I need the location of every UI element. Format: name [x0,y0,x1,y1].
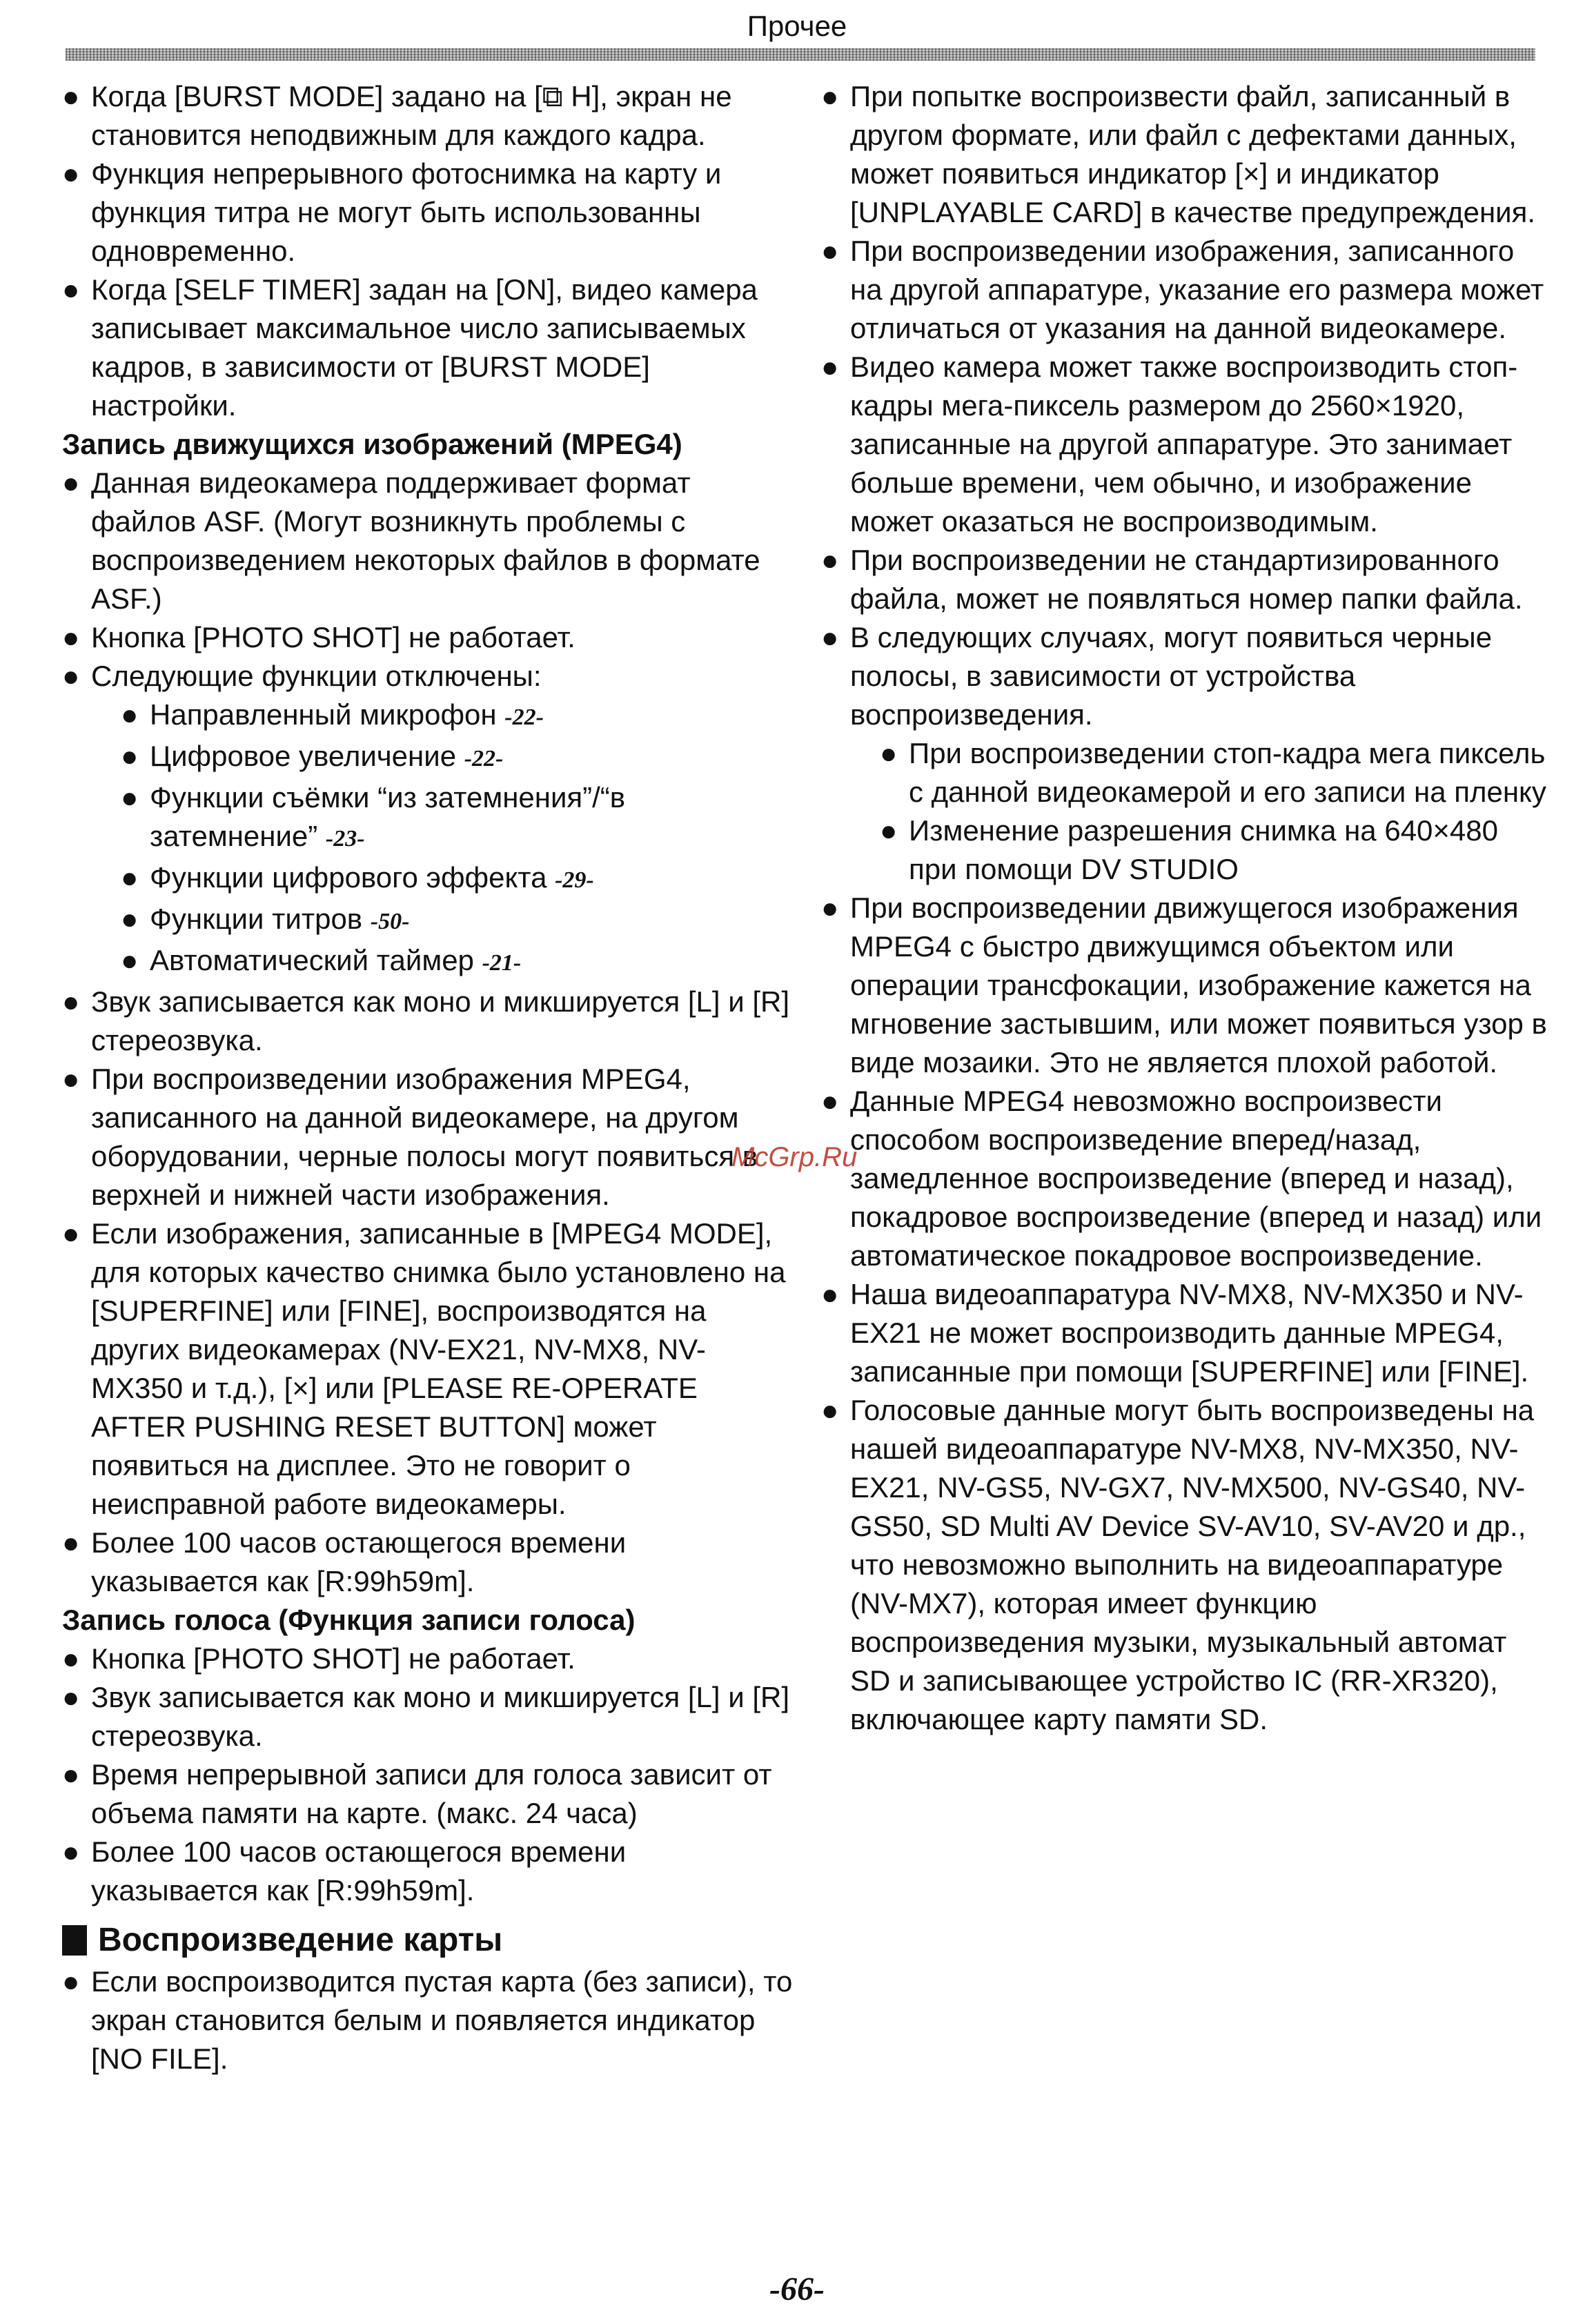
card-playback-heading: Воспроизведение карты [62,1918,794,1962]
bullet-icon: ● [821,1278,839,1310]
page-reference: -50- [370,909,410,934]
bullet-icon: ● [62,273,80,306]
sub-list-item: ● Функции титров -50- [121,900,794,941]
list-item: ● Если изображения, записанные в [MPEG4 MODE], для которых качество снимка было установлено на [SUPERFINE] или [FINE], воспроизводятся на других видеокамерах (NV-EX21, NV-MX8, NV-MX350 и т.д.), [×] или [PLEASE RE-OPERATE AFTER PUSHING RESET BUTTON] может появиться на дисплее. Это не говорит о неисправной работе видеокамеры. [62,1214,794,1524]
list-item: ● Наша видеоаппаратура NV-MX8, NV-MX350 и NV-EX21 не может воспроизводить данные MPEG4, записанные при помощи [SUPERFINE] или [FINE]. [821,1275,1553,1391]
voice-heading: Запись голоса (Функция записи голоса) [62,1604,636,1636]
list-item: ● Функция непрерывного фотоснимка на карту и функция титра не могут быть использованны одновременно. [62,155,794,270]
bullet-icon: ● [821,351,839,383]
bullet-icon: ● [62,1217,80,1250]
bullet-icon: ● [821,621,839,653]
list-item: ● Звук записывается как моно и микшируется [L] и [R] стереозвука. [62,983,794,1060]
bullet-icon: ● [121,781,139,814]
list-item: ● Более 100 часов остающегося времени указывается как [R:99h59m]. [62,1524,794,1601]
bullet-icon: ● [821,1394,839,1426]
sub-list-item: ● Направленный микрофон -22- [121,696,794,737]
list-item: ● Звук записывается как моно и микшируется [L] и [R] стереозвука. [62,1678,794,1755]
list-item: ● Более 100 часов остающегося времени указывается как [R:99h59m]. [62,1833,794,1910]
mpeg4-heading: Запись движущихся изображений (MPEG4) [62,428,682,460]
bullet-icon: ● [121,903,139,935]
bullet-icon: ● [62,1681,80,1713]
bullet-icon: ● [62,1758,80,1791]
bullet-icon: ● [121,944,139,976]
page-reference: -29- [555,867,594,893]
bullet-icon: ● [821,1085,839,1117]
list-item: ● При попытке воспроизвести файл, записанный в другом формате, или файл с дефектами данных, может появиться индикатор [×] и индикатор [UNPLAYABLE CARD] в качестве предупреждения. [821,77,1553,232]
sub-list-item: ● Функции цифрового эффекта -29- [121,858,794,900]
page-reference: -23- [325,826,365,851]
list-item: ● Данные MPEG4 невозможно воспроизвести способом воспроизведение вперед/назад, замедленное воспроизведение (вперед и назад), покадровое воспроизведение (вперед и назад) или автоматическое покадровое воспроизведение. [821,1082,1553,1275]
bullet-icon: ● [62,985,80,1018]
list-item: ● При воспроизведении изображения, записанного на другой аппаратуре, указание его размера может отличаться от указания на данной видеокамере. [821,232,1553,348]
list-item: ● Если воспроизводится пустая карта (без записи), то экран становится белым и появляется индикатор [NO FILE]. [62,1962,794,2078]
left-column [62,77,794,2078]
list-item: ● Когда [SELF TIMER] задан на [ON], видео камера записывает максимальное число записываемых кадров, в зависимости от [BURST MODE] настройки. [62,270,794,425]
page-reference: -21- [482,950,522,976]
header-rule [66,48,1535,61]
sub-list-item: ● При воспроизведении стоп-кадра мега пиксель с данной видеокамерой и его записи на пленку [880,734,1553,811]
page-reference: -22- [464,746,504,771]
list-item: ● Кнопка [PHOTO SHOT] не работает. [62,1639,794,1678]
list-item: ● При воспроизведении изображения MPEG4, записанного на данной видеокамере, на другом оборудовании, черные полосы могут появиться в верхней и нижней части изображения. [62,1060,794,1214]
right-column [821,77,1553,1739]
sub-list-item: ● Функции съёмки “из затемнения”/“в затемнение” -23- [121,778,794,858]
list-item: ● В следующих случаях, могут появиться черные полосы, в зависимости от устройства воспроизведения. [821,618,1553,734]
page-reference: -22- [504,705,544,730]
bullet-icon: ● [62,157,80,190]
bullet-icon: ● [62,1642,80,1675]
sub-list-item: ● Изменение разрешения снимка на 640×480 при помощи DV STUDIO [880,811,1553,889]
list-item: ● Голосовые данные могут быть воспроизведены на нашей видеоаппаратуре NV-MX8, NV-MX350, NV-EX21, NV-GS5, NV-GX7, NV-MX500, NV-GS40, NV-GS50, SD Multi AV Device SV-AV10, SV-AV20 и др., что невозможно выполнить на видеоаппаратуре (NV-MX7), которая имеет функцию воспроизведения музыки, музыкальный автомат SD и записывающее устройство IC (RR-XR320), включающее карту памяти SD. [821,1391,1553,1739]
bullet-icon: ● [62,1965,80,1998]
list-item: ● При воспроизведении не стандартизированного файла, может не появляться номер папки файла. [821,541,1553,618]
bullet-icon: ● [880,737,898,769]
bullet-icon: ● [821,892,839,924]
bullet-icon: ● [62,1835,80,1868]
bullet-icon: ● [121,698,139,731]
list-item: ● Видео камера может также воспроизводить стоп-кадры мега-пиксель размером до 2560×1920, записанные на другой аппаратуре. Это занимает больше времени, чем обычно, и изображение может оказаться не воспроизводимым. [821,348,1553,541]
list-item: ● При воспроизведении движущегося изображения MPEG4 с быстро движущимся объектом или операции трансфокации, изображение кажется на мгновение застывшим, или может появиться узор в виде мозаики. Это не является плохой работой. [821,889,1553,1082]
sub-list-item: ● Цифровое увеличение -22- [121,737,794,778]
list-item: ● Кнопка [PHOTO SHOT] не работает. [62,618,794,657]
sub-list-item: ● Автоматический таймер -21- [121,941,794,983]
bullet-icon: ● [62,621,80,653]
bullet-icon: ● [121,861,139,894]
bullet-icon: ● [62,660,80,692]
bullet-icon: ● [821,544,839,576]
bullet-icon: ● [62,1063,80,1095]
page-number: -66- [769,2271,825,2307]
bullet-icon: ● [62,80,80,112]
list-item: ● Время непрерывной записи для голоса зависит от объема памяти на карте. (макс. 24 часа) [62,1755,794,1833]
bullet-icon: ● [880,814,898,847]
bullet-icon: ● [62,466,80,499]
watermark: McGrp.Ru [731,1142,858,1172]
bullet-icon: ● [62,1526,80,1559]
list-item: ● Следующие функции отключены: [62,657,794,696]
page-header-title: Прочее [747,10,847,42]
list-item: ● Данная видеокамера поддерживает формат файлов ASF. (Могут возникнуть проблемы с воспроизведением некоторых файлов в формате ASF.) [62,464,794,618]
section-square-icon [62,1925,87,1956]
list-item: ● Когда [BURST MODE] задано на [⧉ H], экран не становится неподвижным для каждого кадра. [62,77,794,155]
bullet-icon: ● [121,740,139,772]
bullet-icon: ● [821,80,839,112]
bullet-icon: ● [821,235,839,267]
